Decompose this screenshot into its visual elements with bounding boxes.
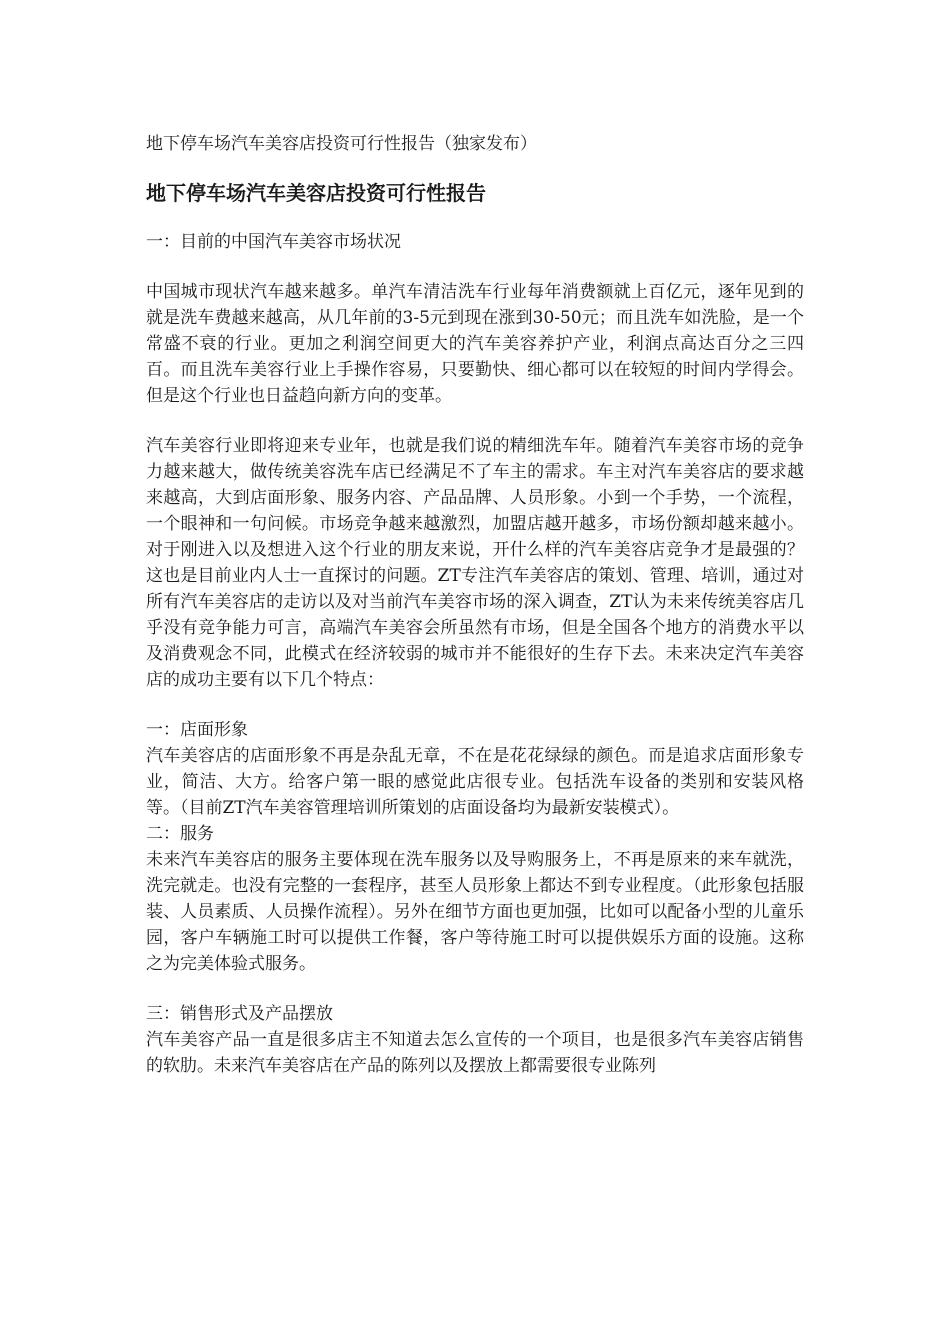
point1-text: 汽车美容店的店面形象不再是杂乱无章，不在是花花绿绿的颜色。而是追求店面形象专业，简洁、大方。给客户第一眼的感觉此店很专业。包括洗车设备的类别和安装风格等。（目前ZT汽车美容管理培训所策划的店面设备均为最新安装模式）。 xyxy=(146,746,804,818)
report-heading: 地下停车场汽车美容店投资可行性报告 xyxy=(146,181,486,205)
point2-heading: 二：服务 xyxy=(146,824,214,844)
point3-text: 汽车美容产品一直是很多店主不知道去怎么宣传的一个项目，也是很多汽车美容店销售的软肋。未来汽车美容店在产品的陈列以及摆放上都需要很专业陈列 xyxy=(146,1030,804,1076)
paragraph-industry-trend: 汽车美容行业即将迎来专业年，也就是我们说的精细洗车年。随着汽车美容市场的竞争力越来越大，做传统美容洗车店已经满足不了车主的需求。车主对汽车美容店的要求越来越高，大到店面形象、服务内容、产品品牌、人员形象。小到一个手势，一个流程，一个眼神和一句问候。市场竞争越来越激烈，加盟店越开越多，市场份额却越来越小。对于刚进入以及想进入这个行业的朋友来说，开什么样的汽车美容店竞争才是最强的？这也是目前业内人士一直探讨的问题。ZT专注汽车美容店的策划、管理、培训，通过对所有汽车美容店的走访以及对当前汽车美容市场的深入调查，ZT认为未来传统美容店几乎没有竞争能力可言，高端汽车美容会所虽然有市场，但是全国各个地方的消费水平以及消费观念不同，此模式在经济较弱的城市并不能很好的生存下去。未来决定汽车美容店的成功主要有以下几个特点： xyxy=(146,436,804,690)
paragraph-market-status: 中国城市现状汽车越来越多。单汽车清洁洗车行业每年消费额就上百亿元，逐年见到的就是洗车费越来越高，从几年前的3-5元到现在涨到30-50元；而且洗车如洗脸，是一个常盛不衰的行业。更加之利润空间更大的汽车美容养护产业，利润点高达百分之三四百。而且洗车美容行业上手操作容易，只要勤快、细心都可以在较短的时间内学得会。但是这个行业也日益趋向新方向的变革。 xyxy=(146,282,804,406)
document-title: 地下停车场汽车美容店投资可行性报告（独家发布） xyxy=(146,134,537,154)
point3-heading: 三：销售形式及产品摆放 xyxy=(146,1004,333,1024)
section1-heading: 一：目前的中国汽车美容市场状况 xyxy=(146,232,401,252)
point1-heading: 一：店面形象 xyxy=(146,720,248,740)
document-body xyxy=(146,229,804,1079)
point2-text: 未来汽车美容店的服务主要体现在洗车服务以及导购服务上，不再是原来的来车就洗，洗完就走。也没有完整的一套程序，甚至人员形象上都达不到专业程度。（此形象包括服装、人员素质、人员操作流程）。另外在细节方面也更加强，比如可以配备小型的儿童乐园，客户车辆施工时可以提供工作餐，客户等待施工时可以提供娱乐方面的设施。这称之为完美体验式服务。 xyxy=(146,850,804,974)
